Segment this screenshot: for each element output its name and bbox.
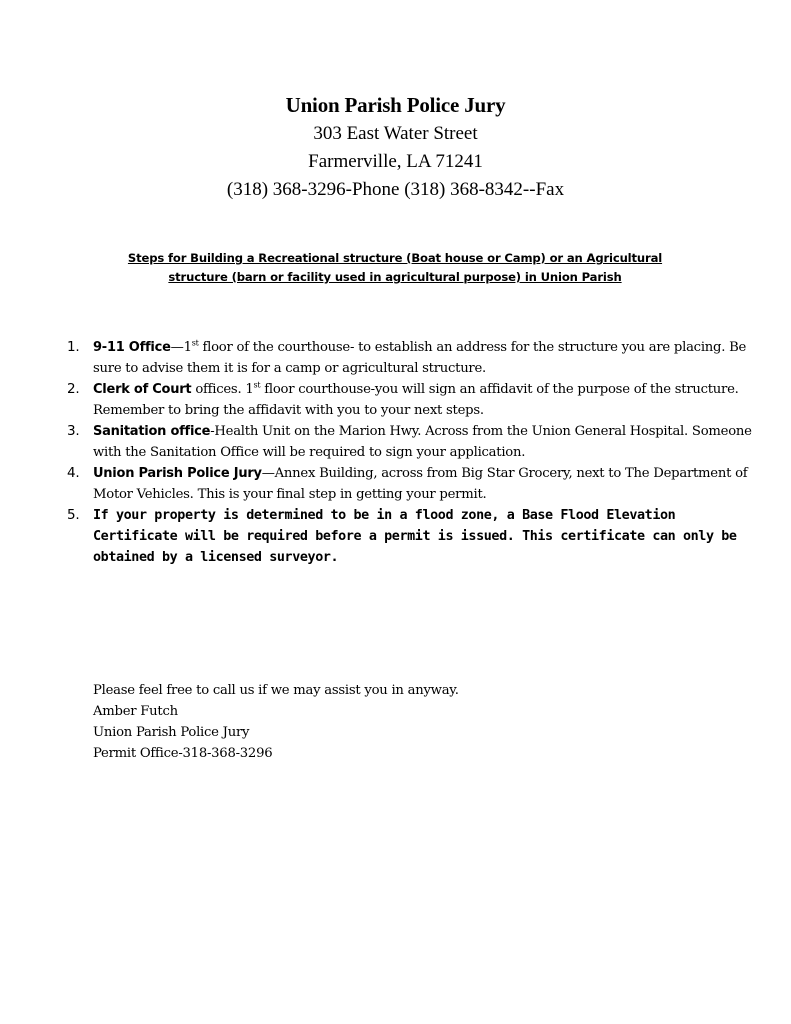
step-number: 3. <box>67 423 80 439</box>
ordinal-suffix: st <box>191 338 199 348</box>
step-title: Union Parish Police Jury <box>93 466 262 481</box>
step-number: 5. <box>67 507 80 523</box>
step-number: 2. <box>67 381 80 397</box>
step-title: Sanitation office <box>93 424 211 439</box>
closing-message: Please feel free to call us if we may assist you in anyway. <box>93 683 459 698</box>
step-item <box>40 379 755 421</box>
step-title: 9-11 Office <box>93 340 171 355</box>
closing-signature <box>93 680 459 764</box>
letterhead <box>0 90 791 204</box>
step-text: floor courthouse-you will sign an affidavit of the purpose of the structure. Remember to bring the affidavit with you to your next steps. <box>93 382 739 418</box>
step-text: offices. 1 <box>191 382 254 397</box>
signer-organization: Union Parish Police Jury <box>93 725 250 740</box>
flood-zone-notice: If your property is determined to be in a flood zone, a Base Flood Elevation Certificate will be required before a permit is issued. This certificate can only be obtained by a licensed surveyor. <box>93 508 737 565</box>
ordinal-suffix: st <box>253 380 261 390</box>
subtitle-line-2: structure (barn or facility used in agricultural purpose) in Union Parish <box>168 270 622 284</box>
permit-office-phone: Permit Office-318-368-3296 <box>93 746 273 761</box>
signer-name: Amber Futch <box>93 704 178 719</box>
step-title: Clerk of Court <box>93 382 192 397</box>
city-state-zip: Farmerville, LA 71241 <box>308 151 483 172</box>
step-item <box>40 421 755 463</box>
subtitle-line-1: Steps for Building a Recreational structure (Boat house or Camp) or an Agricultural <box>127 251 663 265</box>
steps-list <box>40 337 755 568</box>
step-text: —Annex Building, across from Big Star Grocery, next to The Department of Motor Vehicles. This is your final step in getting your permit. <box>93 466 748 502</box>
step-text: floor of the courthouse- to establish an address for the structure you are placing. Be sure to advise them it is for a camp or agricultural structure. <box>93 340 747 376</box>
step-text: -Health Unit on the Marion Hwy. Across from the Union General Hospital. Someone with the Sanitation Office will be required to sign your application. <box>93 424 752 460</box>
step-item <box>40 337 755 379</box>
step-number: 4. <box>67 465 80 481</box>
organization-name: Union Parish Police Jury <box>285 93 506 117</box>
step-item <box>40 463 755 505</box>
step-text: —1 <box>170 340 192 355</box>
document-subtitle <box>45 249 745 287</box>
street-address: 303 East Water Street <box>313 123 478 144</box>
phone-fax: (318) 368-3296-Phone (318) 368-8342--Fax <box>226 179 565 200</box>
step-number: 1. <box>67 339 80 355</box>
step-item <box>40 505 755 568</box>
